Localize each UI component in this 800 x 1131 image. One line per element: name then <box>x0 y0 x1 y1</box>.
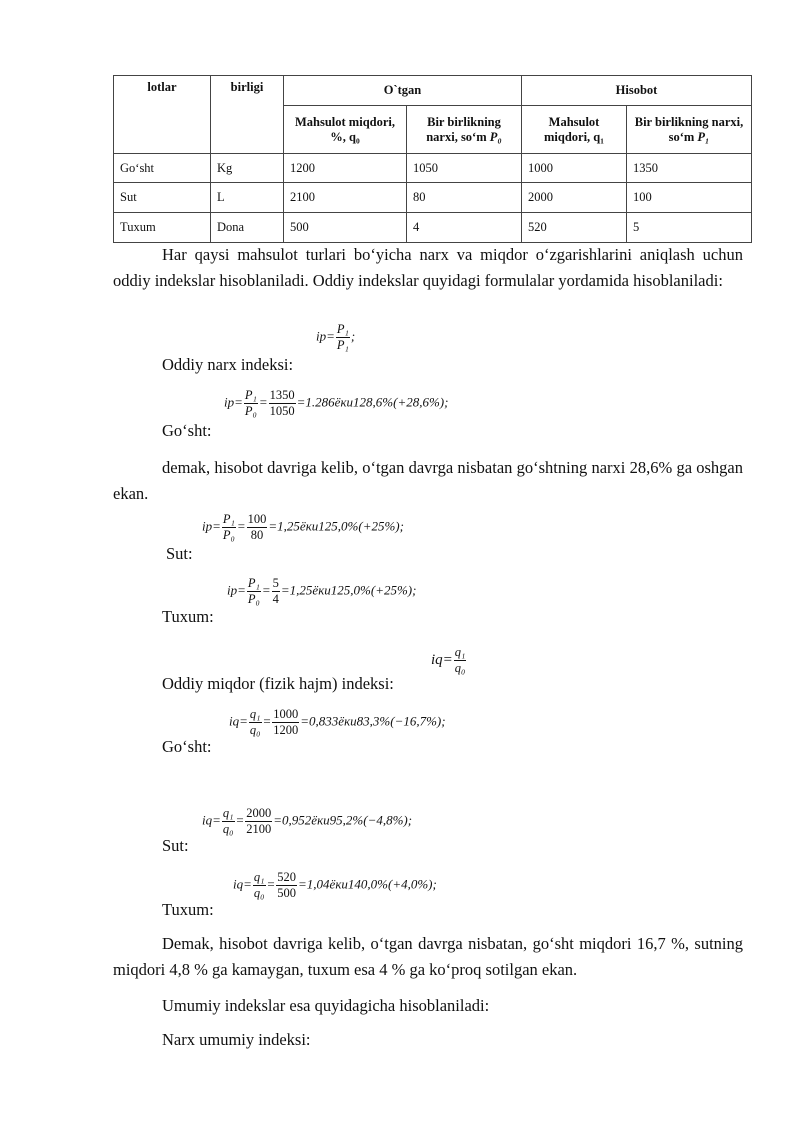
formula-lhs: ip= <box>316 328 335 344</box>
paragraph-qty-conclusion: Demak, hisobot davriga kelib, o‘tgan davrga nisbatan, go‘sht miqdori 16,7 %, sutning miqdori 4,8 % ga kamaygan, tuxum esa 4 % ga ko‘proq sotilgan ekan. <box>113 934 743 979</box>
fraction <box>247 512 268 543</box>
label-gosht-qty: Go‘sht: <box>162 737 212 756</box>
formula-ip-definition <box>316 322 355 353</box>
fraction-denominator: P₀ <box>222 528 235 542</box>
header-p1-symbol: P₁ <box>697 129 710 144</box>
formula-tail: =1,25ёки125,0%(+25%); <box>280 582 417 598</box>
cell-p1: 100 <box>627 183 752 213</box>
fraction-numerator: q₁ <box>249 707 261 721</box>
fraction-denominator: 500 <box>277 886 297 900</box>
fraction-numerator: 100 <box>247 512 267 526</box>
fraction-numerator: P₁ <box>244 388 257 402</box>
fraction-numerator: P₁ <box>247 576 260 590</box>
cell-name: Sut <box>114 183 211 213</box>
label-gosht: Go‘sht: <box>162 421 212 440</box>
header-q0: Mahsulot miqdori, %, q₀ <box>284 106 407 154</box>
label-tuxum: Tuxum: <box>162 607 214 626</box>
cell-unit: L <box>211 183 284 213</box>
fraction-numerator: P₁ <box>222 512 235 526</box>
fraction-numerator: P₁ <box>336 322 349 336</box>
cell-q1: 2000 <box>522 183 627 213</box>
cell-q0: 500 <box>284 213 407 243</box>
formula-ip-sut: ip= $\frac{\text{P₁}}{\text{P₀}}$ = $\frac{100}{80}$ =1,25ёки125,0%(+25%); <box>202 512 404 542</box>
paragraph-price-general-index: Narx umumiy indeksi: <box>162 1030 311 1049</box>
cell-p0: 1050 <box>407 154 522 183</box>
fraction-denominator: P₀ <box>244 404 257 418</box>
label-simple-price-index: Oddiy narx indeksi: <box>162 355 294 374</box>
fraction-numerator: 520 <box>277 870 297 884</box>
fraction <box>222 806 235 837</box>
cell-q1: 520 <box>522 213 627 243</box>
cell-name: Go‘sht <box>114 154 211 183</box>
fraction-numerator: q₁ <box>253 870 265 884</box>
cell-p1: 5 <box>627 213 752 243</box>
fraction <box>272 576 280 607</box>
table-header-row <box>114 76 752 106</box>
fraction-denominator: 1050 <box>269 404 295 418</box>
fraction-denominator: q₀ <box>454 661 466 675</box>
paragraph-gosht-conclusion: demak, hisobot davriga kelib, o‘tgan davrga nisbatan go‘shtning narxi 28,6% ga oshgan ekan. <box>113 458 743 503</box>
header-p0-symbol: P₀ <box>489 129 502 144</box>
fraction-denominator: P₀ <box>247 592 260 606</box>
label-simple-qty-index: Oddiy miqdor (fizik hajm) indeksi: <box>162 674 394 693</box>
cell-p0: 4 <box>407 213 522 243</box>
formula-tail: =0,833ёки83,3%(−16,7%); <box>300 713 446 729</box>
fraction <box>247 576 261 607</box>
header-p1-text: Bir birlikning narxi, so‘m <box>634 114 744 144</box>
label-tuxum-qty: Tuxum: <box>162 900 214 919</box>
table-row <box>114 183 752 213</box>
fraction <box>454 645 467 676</box>
formula-ip-gosht: ip= $\frac{\text{P₁}}{\text{P₀}}$ = $\frac{1350}{1050}$ =1.286ёки128,6%(+28,6%); <box>224 388 449 418</box>
fraction <box>276 870 297 901</box>
fraction-denominator: 2100 <box>246 822 272 836</box>
cell-p0: 80 <box>407 183 522 213</box>
fraction-denominator: q₀ <box>249 723 261 737</box>
fraction-denominator: 4 <box>272 592 279 606</box>
fraction <box>245 806 272 837</box>
header-lotlar: lotlar <box>114 76 211 154</box>
header-hisobot: Hisobot <box>522 76 752 106</box>
fraction-denominator: 1200 <box>273 723 299 737</box>
formula-lhs: ip= <box>224 394 243 410</box>
header-q1: Mahsulot miqdori, q₁ <box>522 106 627 154</box>
formula-ip-tuxum: ip= $\frac{\text{P₁}}{\text{P₀}}$ = $\frac{5}{4}$ =1,25ёки125,0%(+25%); <box>227 576 417 606</box>
formula-tail: =1,04ёки140,0%(+4,0%); <box>298 876 437 892</box>
fraction-denominator: 80 <box>250 528 264 542</box>
table-row <box>114 154 752 183</box>
cell-q1: 1000 <box>522 154 627 183</box>
formula-lhs: iq= <box>431 651 453 668</box>
formula-lhs: iq= <box>233 876 252 892</box>
formula-iq-sut: iq= $\frac{\text{q₁}}{\text{q₀}}$ = $\frac{2000}{2100}$ =0,952ёки95,2%(−4,8%); <box>202 806 413 836</box>
fraction <box>269 388 296 419</box>
header-p0-text: Bir birlikning narxi, so‘m <box>426 114 501 144</box>
formula-iq-definition <box>431 645 467 676</box>
cell-unit: Dona <box>211 213 284 243</box>
formula-tail: =1,25ёки125,0%(+25%); <box>268 518 404 534</box>
formula-iq-tuxum: iq= $\frac{\text{q₁}}{\text{q₀}}$ = $\frac{520}{500}$ =1,04ёки140,0%(+4,0%); <box>233 870 437 900</box>
label-sut-qty: Sut: <box>162 836 189 855</box>
fraction-numerator: 1000 <box>273 707 299 721</box>
cell-p1: 1350 <box>627 154 752 183</box>
cell-name: Tuxum <box>114 213 211 243</box>
formula-iq-gosht: iq= $\frac{\text{q₁}}{\text{q₀}}$ = $\frac{1000}{1200}$ =0,833ёки83,3%(−16,7%); <box>229 707 446 737</box>
formula-tail: =0,952ёки95,2%(−4,8%); <box>273 812 413 828</box>
fraction-denominator: q₀ <box>253 886 265 900</box>
formula-lhs: ip= <box>227 582 246 598</box>
formula-lhs: ip= <box>202 518 221 534</box>
fraction <box>272 707 299 738</box>
fraction <box>222 512 236 543</box>
fraction <box>253 870 266 901</box>
fraction-numerator: 5 <box>272 576 279 590</box>
table-row <box>114 213 752 243</box>
header-otgan: O`tgan <box>284 76 522 106</box>
header-p1 <box>627 106 752 154</box>
fraction <box>336 322 350 353</box>
label-sut: Sut: <box>166 544 193 563</box>
fraction <box>249 707 262 738</box>
index-data-table <box>113 75 752 243</box>
formula-tail: =1.286ёки128,6%(+28,6%); <box>296 394 449 410</box>
cell-q0: 1200 <box>284 154 407 183</box>
header-birligi: birligi <box>211 76 284 154</box>
formula-lhs: iq= <box>202 812 221 828</box>
fraction-denominator: P₁ <box>336 338 349 352</box>
fraction-numerator: 1350 <box>269 388 295 402</box>
paragraph-general-indexes: Umumiy indekslar esa quyidagicha hisoblaniladi: <box>162 996 490 1015</box>
paragraph-intro: Har qaysi mahsulot turlari bo‘yicha narx va miqdor o‘zgarishlarini aniqlash uchun oddiy indekslar hisoblaniladi. Oddiy indekslar quyidagi formulalar yordamida hisoblaniladi: <box>113 245 743 290</box>
formula-tail: ; <box>350 328 356 344</box>
cell-q0: 2100 <box>284 183 407 213</box>
fraction-numerator: q₁ <box>222 806 234 820</box>
fraction <box>244 388 258 419</box>
cell-unit: Kg <box>211 154 284 183</box>
fraction-numerator: 2000 <box>246 806 272 820</box>
fraction-numerator: q₁ <box>454 645 466 659</box>
formula-lhs: iq= <box>229 713 248 729</box>
fraction-denominator: q₀ <box>222 822 234 836</box>
header-p0 <box>407 106 522 154</box>
